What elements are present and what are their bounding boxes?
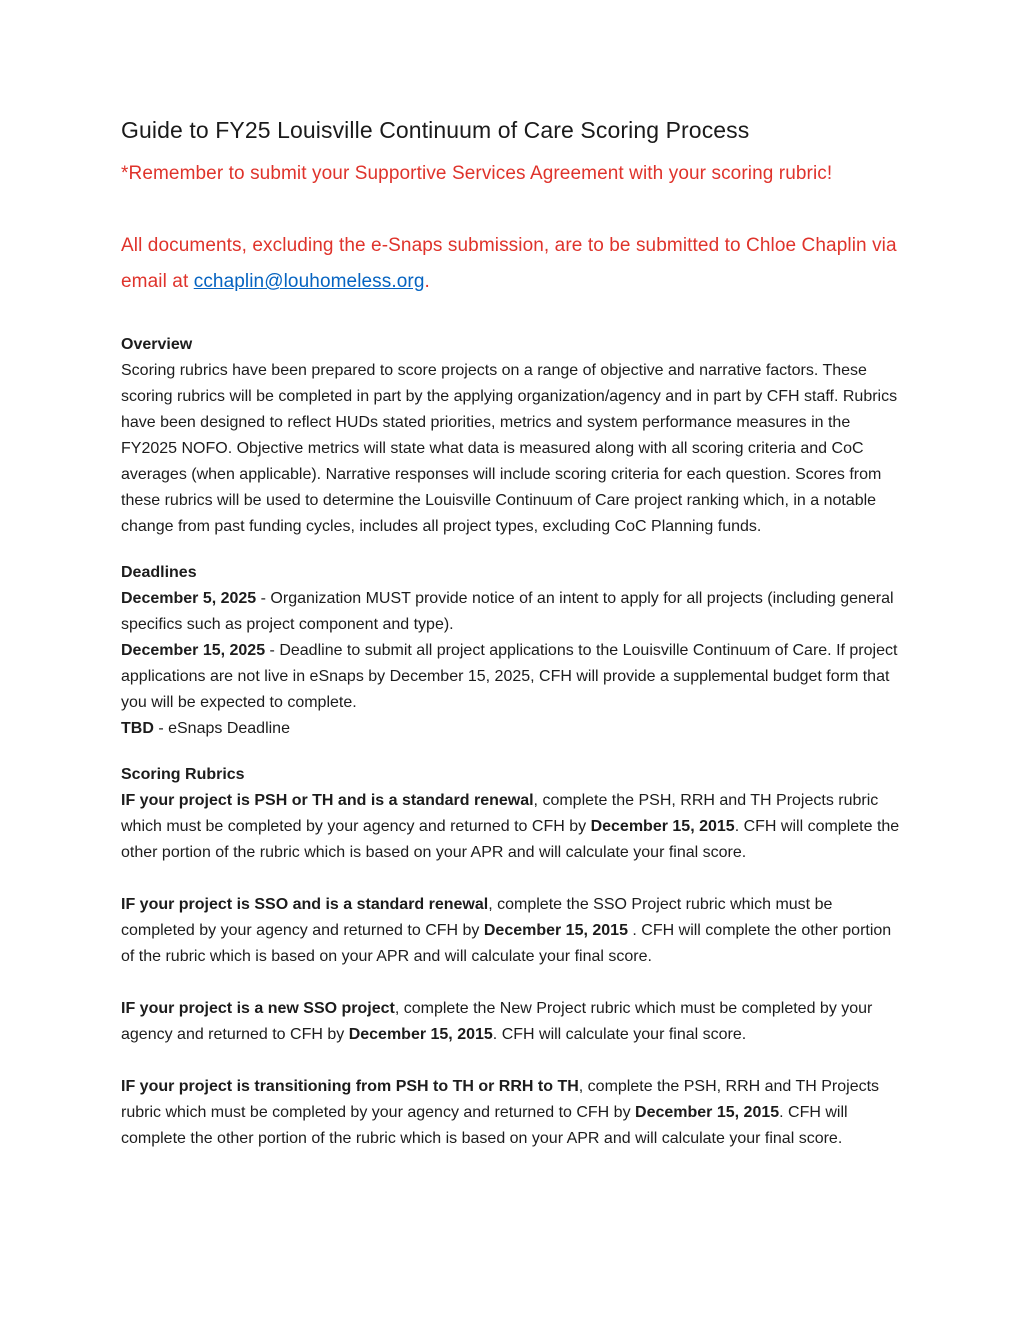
rubric-deadline-date: December 15, 2015 [483, 922, 628, 939]
rubric-condition: IF your project is SSO and is a standard renewal [121, 896, 489, 913]
rubric-paragraph-new-sso [121, 996, 904, 1048]
deadline-item [121, 586, 904, 638]
rubric-paragraph-sso-renewal [121, 892, 904, 970]
deadline-date: December 15, 2025 [121, 642, 266, 659]
deadline-date: TBD [121, 720, 154, 737]
deadline-text: - Organization MUST provide notice of an intent to apply for all projects (including general specifics such as project component and type). [121, 590, 894, 633]
deadlines-heading: Deadlines [121, 564, 197, 581]
overview-body: Scoring rubrics have been prepared to score projects on a range of objective and narrative factors. These scoring rubrics will be completed in part by the applying organization/agency and in part by CFH staff. Rubrics have been designed to reflect HUDs stated priorities, metrics and system performance measures in the FY2025 NOFO. Objective metrics will state what data is measured along with all scoring criteria and CoC averages (when applicable). Narrative responses will include scoring criteria for each question. Scores from these rubrics will be used to determine the Louisville Continuum of Care project ranking which, in a notable change from past funding cycles, includes all project types, excluding CoC Planning funds. [121, 362, 898, 535]
deadline-item [121, 638, 904, 716]
rubric-deadline-date: December 15, 2015 [348, 1026, 493, 1043]
rubric-text: , complete the New Project rubric which must be completed by your agency and returned to CFH by [121, 1000, 873, 1043]
rubric-text: . CFH will complete the other portion of the rubric which is based on your APR and will calculate your final score. [121, 818, 900, 861]
document-title: Guide to FY25 Louisville Continuum of Care Scoring Process [121, 117, 750, 143]
rubric-text: . CFH will calculate your final score. [492, 1026, 747, 1043]
deadline-text: - eSnaps Deadline [153, 720, 290, 737]
email-link[interactable]: cchaplin@louhomeless.org [193, 271, 425, 292]
rubric-text: . CFH will complete the other portion of the rubric which is based on your APR and will calculate your final score. [121, 1104, 848, 1147]
rubric-condition: IF your project is a new SSO project [121, 1000, 395, 1017]
rubric-text: , complete the PSH, RRH and TH Projects rubric which must be completed by your agency and returned to CFH by [121, 1078, 880, 1121]
rubric-paragraph-transitioning [121, 1074, 904, 1152]
submission-notice-period: . [424, 271, 430, 292]
rubric-deadline-date: December 15, 2015 [635, 1104, 780, 1121]
submission-notice-text: All documents, excluding the e-Snaps submission, are to be submitted to Chloe Chaplin via email at [121, 235, 897, 292]
rubric-text: , complete the SSO Project rubric which must be completed by your agency and returned to CFH by [121, 896, 833, 939]
reminder-notice: *Remember to submit your Supportive Services Agreement with your scoring rubric! [121, 163, 833, 184]
rubric-deadline-date: December 15, 2015 [590, 818, 735, 835]
deadline-date: December 5, 2025 [121, 590, 257, 607]
rubric-condition: IF your project is transitioning from PSH to TH or RRH to TH [121, 1078, 579, 1095]
overview-heading: Overview [121, 336, 193, 353]
rubric-paragraph-psh-th-renewal [121, 788, 904, 866]
deadline-item [121, 716, 904, 742]
deadline-text: - Deadline to submit all project applications to the Louisville Continuum of Care. If project applications are not live in eSnaps by December 15, 2025, CFH will provide a supplemental budget form that you will be expected to complete. [121, 642, 898, 711]
submission-notice [121, 228, 904, 300]
rubric-condition: IF your project is PSH or TH and is a standard renewal [121, 792, 534, 809]
rubric-text: , complete the PSH, RRH and TH Projects rubric which must be completed by your agency and returned to CFH by [121, 792, 879, 835]
scoring-rubrics-heading: Scoring Rubrics [121, 766, 245, 783]
rubric-text: . CFH will complete the other portion of the rubric which is based on your APR and will calculate your final score. [121, 922, 892, 965]
